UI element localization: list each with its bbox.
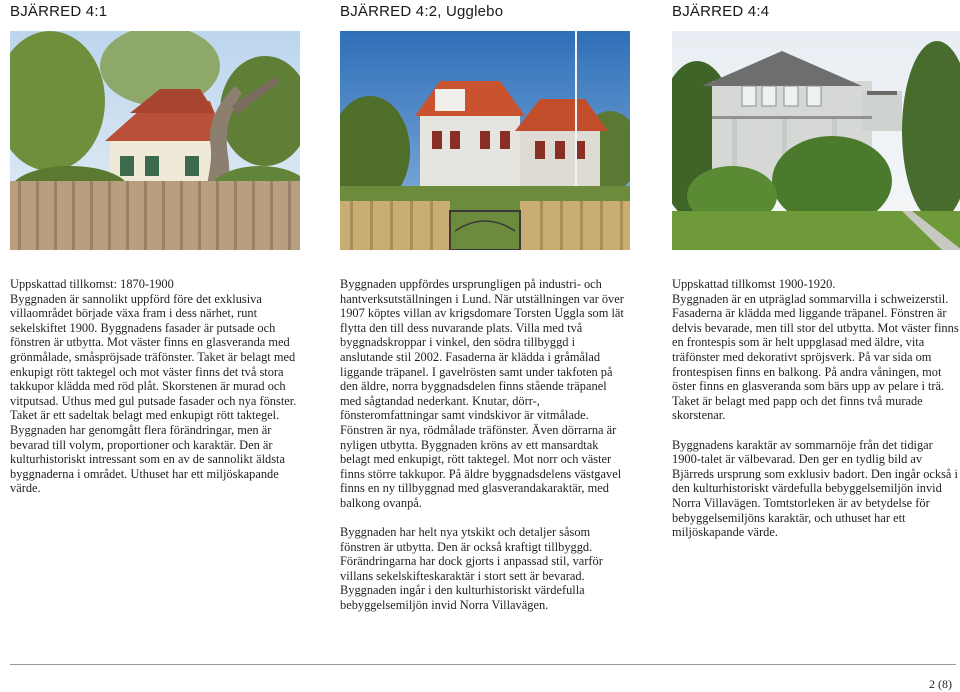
description-bjarred-4-2: [340, 277, 630, 613]
footer-rule: [10, 664, 956, 665]
paragraph: Byggnaden är sannolikt uppförd före det exklusiva villaområdet började växa fram i dess närhet, runt sekelskiftet 1900. Byggnadens fasader är putsade och fönstren är utbytta. Mot väster finns en glasveranda med grönmålade, småspröjsade träfönster. Taket är belagt med enkupigt rött taktegel och mot väster finns det två stora takkupor klädda med röd plåt. Skorstenen är murad och vitputsad. Uthus med gul putsade fasader och nya fönster. Taket är ett sadeltak belagt med enkupigt rött taktegel. Byggnaden har genomgått flera förändringar, men är bevarad till volym, proportioner och karaktär. Den är kulturhistoriskt intressant som en av de sannolikt äldsta byggnaderna i området. Uthuset har ett miljöskapande värde.: [10, 291, 297, 496]
paragraph: Byggnadens karaktär av sommarnöje från det tidigar 1900-talet är välbevarad. Den ger en tydlig bild av Bjärreds ursprung som exklusiv badort. Den ingår också i den kulturhistoriskt värdefulla bebyggelsemiljön invid Norra Villavägen. Tomtstorleken är av betydelse för bebyggelsemiljöns karaktär, och uthuset har ett miljöskapande värde.: [672, 437, 958, 540]
paragraph: Byggnaden har helt nya ytskikt och detaljer såsom fönstren är utbytta. Den är också kraftigt tillbyggd. Förändringarna har dock gjorts i anpassad stil, varför villans sekelskifteskaraktär i stort sett är bevarad. Byggnaden ingår i den kulturhistoriskt värdefulla bebyggelsemiljön invid Norra Villavägen.: [340, 525, 603, 613]
paragraph-spacer: [672, 423, 960, 438]
paragraph-spacer: [340, 511, 630, 526]
photo-bjarred-4-4: [672, 31, 960, 250]
photo-bjarred-4-1: [10, 31, 300, 250]
paragraph: Byggnaden är en utpräglad sommarvilla i schweizerstil. Fasaderna är klädda med liggande träpanel. Fönstren är delvis bevarade, men till stor del utbytta. Mot väster finns en frontespis som är helt uppglasad med äldre, vita träfönster med dekorativt spröjsverk. På var sida om frontespisen finns en balkong. På andra våningen, mot öster finns en glasveranda som bärs upp av pelare i trä. Taket är belagt med papp och det finns två murade skorstenar.: [672, 291, 959, 423]
heading-bjarred-4-4: BJÄRRED 4:4: [672, 3, 770, 20]
paragraph: Byggnaden uppfördes ursprungligen på industri- och hantverksutställningen i Lund. När utställningen var över 1907 köptes villan av krigsdomare Torsten Uggla som lät flytta den till dess nuvarande plats. Villa med två byggnadskroppar i vinkel, den södra tillbyggd i anslutande stil 2002. Fasaderna är klädda i gråmålad liggande träpanel. I gavelrösten samt under takfoten på den äldre, norra byggnadsdelen finns stående träpanel med sågtandad nederkant. Knutar, dörr-, fönsteromfattningar samt vindskivor är vitmålade. Fönstren är nya, rödmålade träfönster. Även dörrarna är nyligen utbytta. Byggnaden kröns av ett mansardtak belagt med enkupigt, rött taktegel. Mot norr och väster finns större takkupor. På äldre byggnadsdelens västgavel finns en ny tillbyggnad med glasverandakaraktär, med balkong ovanpå.: [340, 277, 624, 510]
description-bjarred-4-1: [10, 277, 300, 496]
heading-bjarred-4-2: BJÄRRED 4:2, Ugglebo: [340, 3, 504, 20]
paragraph: Uppskattad tillkomst 1900-1920.: [672, 277, 836, 291]
description-bjarred-4-4: [672, 277, 960, 540]
page-number: 2 (8): [929, 677, 952, 691]
heading-bjarred-4-1: BJÄRRED 4:1: [10, 3, 108, 20]
photo-bjarred-4-2: [340, 31, 630, 250]
paragraph: Uppskattad tillkomst: 1870-1900: [10, 277, 174, 291]
